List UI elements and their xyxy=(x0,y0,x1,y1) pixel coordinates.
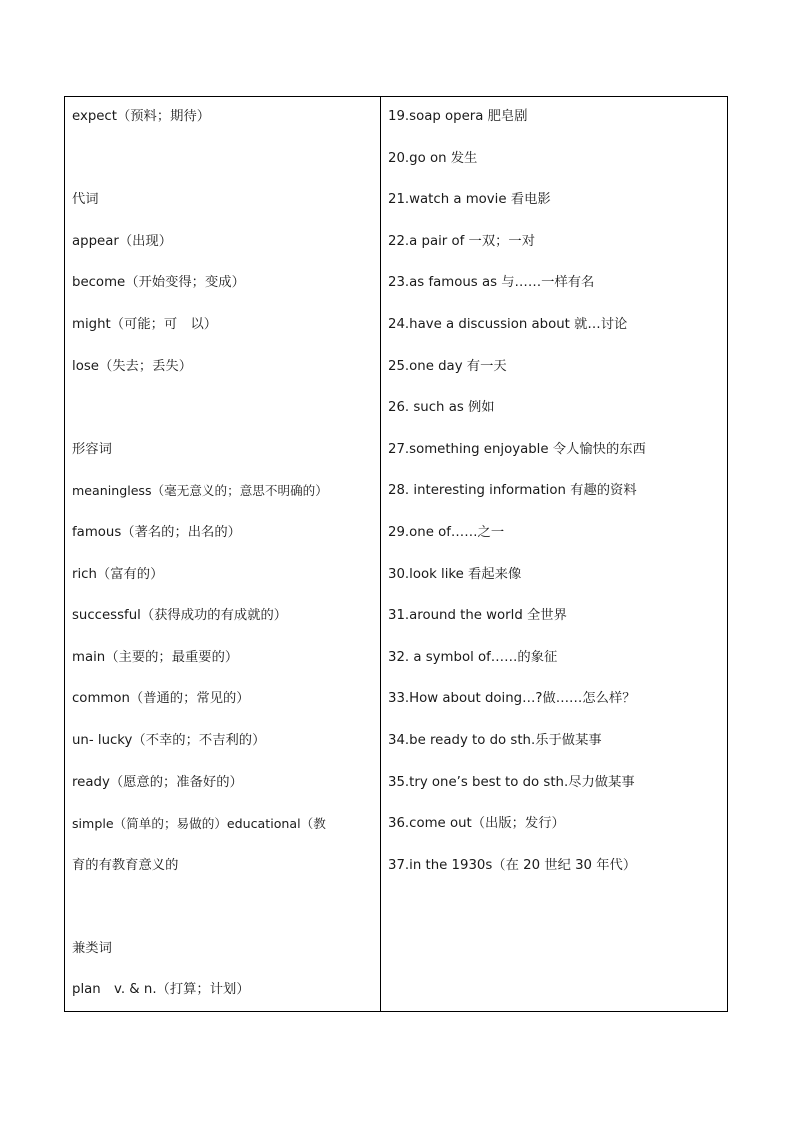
left-line: might（可能；可 以） xyxy=(72,316,218,332)
phrase-line: 26. such as 例如 xyxy=(388,400,495,416)
phrase-line: 35.try one’s best to do sth.尽力做某事 xyxy=(388,774,635,790)
left-line: 兼类词 xyxy=(72,940,112,956)
left-line xyxy=(72,398,380,440)
phrase-line: 24.have a discussion about 就…讨论 xyxy=(388,316,628,332)
left-line: simple（简单的；易做的）educational（教 xyxy=(72,816,326,832)
left-line: 育的有教育意义的 xyxy=(72,857,179,873)
left-line: rich（富有的） xyxy=(72,566,164,582)
left-line: appear（出现） xyxy=(72,233,173,249)
phrase-line: 19.soap opera 肥皂剧 xyxy=(388,109,528,124)
vocabulary-table xyxy=(64,96,728,1012)
left-line: main（主要的；最重要的） xyxy=(72,649,239,665)
left-line: un- lucky（不幸的；不吉利的） xyxy=(72,732,266,748)
phrase-line: 31.around the world 全世界 xyxy=(388,608,567,624)
left-line: successful（获得成功的有成就的） xyxy=(72,608,288,624)
left-line: expect（预料；期待） xyxy=(72,109,211,124)
phrase-line: 21.watch a movie 看电影 xyxy=(388,192,551,208)
left-line: plan v. & n.（打算；计划） xyxy=(72,982,250,998)
phrase-line: 22.a pair of 一双；一对 xyxy=(388,233,536,249)
left-line: 形容词 xyxy=(72,441,112,457)
phrase-line: 32. a symbol of……的象征 xyxy=(388,649,558,665)
left-line: lose（失去；丢失） xyxy=(72,358,193,374)
phrase-line: 29.one of……之一 xyxy=(388,524,505,540)
phrase-line: 30.look like 看起来像 xyxy=(388,566,522,582)
left-line: 代词 xyxy=(72,192,99,208)
phrase-line: 23.as famous as 与……一样有名 xyxy=(388,275,595,291)
left-column xyxy=(65,97,381,1011)
phrase-line: 27.something enjoyable 令人愉快的东西 xyxy=(388,441,646,457)
left-line xyxy=(72,897,380,939)
phrase-line: 25.one day 有一天 xyxy=(388,358,507,374)
phrase-line: 34.be ready to do sth.乐于做某事 xyxy=(388,732,602,748)
left-line: become（开始变得；变成） xyxy=(72,275,245,291)
left-line: meaningless（毫无意义的；意思不明确的） xyxy=(72,483,328,499)
phrase-line: 37.in the 1930s（在 20 世纪 30 年代） xyxy=(388,857,637,873)
left-line: famous（著名的；出名的） xyxy=(72,524,241,540)
left-line: ready（愿意的；准备好的） xyxy=(72,774,243,790)
left-line xyxy=(72,149,380,191)
phrase-line: 20.go on 发生 xyxy=(388,150,478,166)
phrase-line: 36.come out（出版；发行） xyxy=(388,816,565,832)
right-column xyxy=(381,97,727,1011)
left-line: common（普通的；常见的） xyxy=(72,691,250,707)
phrase-line: 28. interesting information 有趣的资料 xyxy=(388,483,637,499)
phrase-line: 33.How about doing…?做……怎么样？ xyxy=(388,691,636,707)
